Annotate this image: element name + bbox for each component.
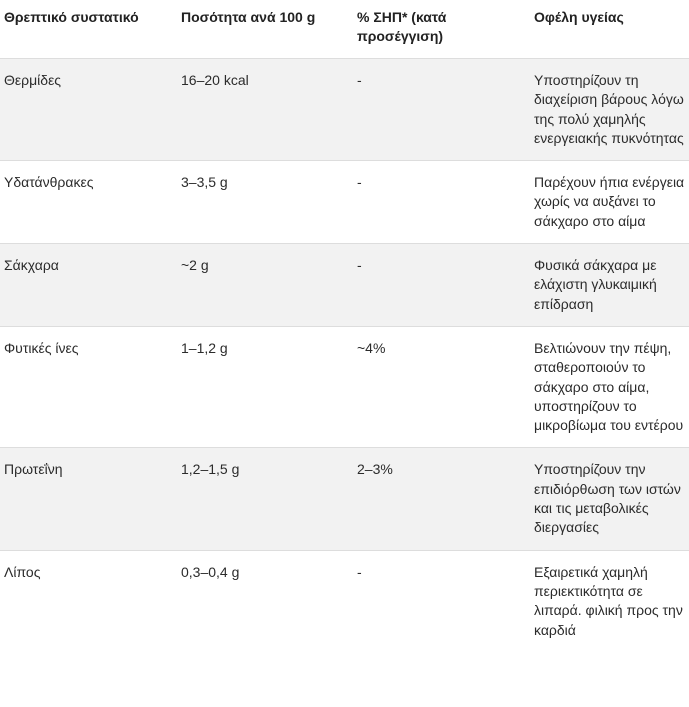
cell-benefit: Φυσικά σάκχαρα με ελάχιστη γλυκαιμική επίδραση (530, 244, 689, 327)
cell-nutrient: Φυτικές ίνες (0, 326, 177, 447)
cell-amount: 1,2–1,5 g (177, 448, 353, 550)
table-row (0, 244, 689, 327)
cell-daily-value: - (353, 59, 530, 161)
table-row (0, 161, 689, 244)
cell-daily-value: ~4% (353, 326, 530, 447)
cell-daily-value: - (353, 244, 530, 327)
cell-nutrient: Λίπος (0, 550, 177, 652)
cell-nutrient: Σάκχαρα (0, 244, 177, 327)
cell-amount: ~2 g (177, 244, 353, 327)
cell-amount: 16–20 kcal (177, 59, 353, 161)
cell-benefit: Παρέχουν ήπια ενέργεια χωρίς να αυξάνει το σάκχαρο στο αίμα (530, 161, 689, 244)
table-row (0, 550, 689, 652)
table-row (0, 326, 689, 447)
cell-benefit: Βελτιώνουν την πέψη, σταθεροποιούν το σάκχαρο στο αίμα, υποστηρίζουν το μικροβίωμα του εντέρου (530, 326, 689, 447)
cell-amount: 0,3–0,4 g (177, 550, 353, 652)
table-row (0, 59, 689, 161)
table-row (0, 448, 689, 550)
cell-benefit: Υποστηρίζουν την επιδιόρθωση των ιστών και τις μεταβολικές διεργασίες (530, 448, 689, 550)
cell-daily-value: 2–3% (353, 448, 530, 550)
cell-amount: 1–1,2 g (177, 326, 353, 447)
cell-nutrient: Θερμίδες (0, 59, 177, 161)
cell-daily-value: - (353, 161, 530, 244)
header-amount: Ποσότητα ανά 100 g (181, 9, 316, 25)
cell-nutrient: Πρωτεΐνη (0, 448, 177, 550)
cell-amount: 3–3,5 g (177, 161, 353, 244)
header-health-benefits: Οφέλη υγείας (534, 9, 624, 25)
cell-benefit: Εξαιρετικά χαμηλή περιεκτικότητα σε λιπαρά. φιλική προς την καρδιά (530, 550, 689, 652)
cell-daily-value: - (353, 550, 530, 652)
header-daily-value: % ΣΗΠ* (κατά προσέγγιση) (357, 9, 447, 44)
cell-nutrient: Υδατάνθρακες (0, 161, 177, 244)
header-row (0, 0, 689, 59)
cell-benefit: Υποστηρίζουν τη διαχείριση βάρους λόγω της πολύ χαμηλής ενεργειακής πυκνότητας (530, 59, 689, 161)
header-nutrient: Θρεπτικό συστατικό (4, 9, 139, 25)
